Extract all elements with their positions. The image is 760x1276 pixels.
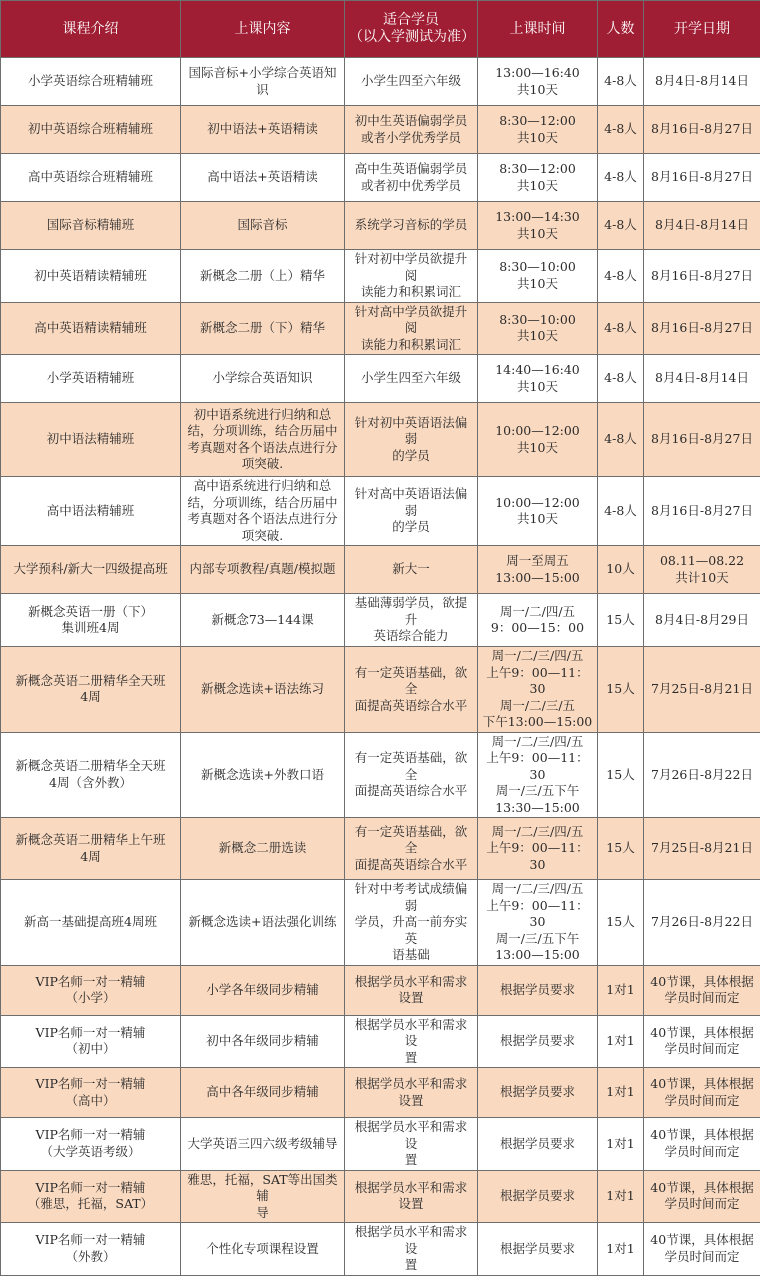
class-content: 内部专项教程/真题/模拟题: [181, 546, 345, 594]
table-row: [1, 818, 760, 880]
header-start-date: 开学日期: [644, 1, 760, 58]
course-name: 新概念英语二册精华全天班 4周（含外教）: [1, 732, 181, 818]
table-row: [1, 302, 760, 355]
class-time: 周一/二/三/四/五 上午9：00—11：30: [478, 818, 598, 880]
class-content: 新概念选读+语法强化训练: [181, 880, 345, 966]
class-time: 10:00—12:00 共10天: [478, 477, 598, 546]
header-row: [1, 1, 760, 58]
class-content: 高中语法+英语精读: [181, 154, 345, 202]
class-time: 13:00—14:30 共10天: [478, 202, 598, 250]
table-row: [1, 732, 760, 818]
table-row: [1, 106, 760, 154]
class-content: 高中语系统进行归纳和总 结，分项训练，结合历届中 考真题对各个语法点进行分 项突破.: [181, 477, 345, 546]
class-size: 1对1: [598, 1068, 644, 1118]
header-students: 适合学员 （以入学测试为准）: [345, 1, 478, 58]
start-date: 8月16日-8月27日: [644, 154, 760, 202]
start-date: 40节课，具体根据 学员时间而定: [644, 965, 760, 1015]
class-time: 周一至周五 13:00—15:00: [478, 546, 598, 594]
class-time: 8:30—12:00 共10天: [478, 154, 598, 202]
start-date: 40节课，具体根据 学员时间而定: [644, 1223, 760, 1276]
course-name: 小学英语综合班精辅班: [1, 58, 181, 106]
table-row: [1, 594, 760, 647]
course-name: 小学英语精辅班: [1, 355, 181, 403]
class-time: 根据学员要求: [478, 1170, 598, 1223]
target-students: 小学生四至六年级: [345, 355, 478, 403]
start-date: 8月4日-8月29日: [644, 594, 760, 647]
class-content: 高中各年级同步精辅: [181, 1068, 345, 1118]
target-students: 根据学员水平和需求设 置: [345, 1223, 478, 1276]
table-row: [1, 1170, 760, 1223]
course-name: VIP名师一对一精辅 （小学）: [1, 965, 181, 1015]
target-students: 有一定英语基础，欲全 面提高英语综合水平: [345, 647, 478, 733]
class-size: 1对1: [598, 1118, 644, 1171]
course-name: VIP名师一对一精辅 （高中）: [1, 1068, 181, 1118]
start-date: 40节课，具体根据 学员时间而定: [644, 1118, 760, 1171]
class-time: 14:40—16:40 共10天: [478, 355, 598, 403]
class-time: 周一/二/三/四/五 上午9：00—11：30 周一/三/五下午 13:30—15:00: [478, 732, 598, 818]
header-time: 上课时间: [478, 1, 598, 58]
course-name: 高中英语精读精辅班: [1, 302, 181, 355]
class-size: 15人: [598, 647, 644, 733]
table-row: [1, 477, 760, 546]
class-size: 4-8人: [598, 302, 644, 355]
start-date: 8月16日-8月27日: [644, 477, 760, 546]
course-name: 新概念英语二册精华全天班 4周: [1, 647, 181, 733]
course-name: 初中英语精读精辅班: [1, 250, 181, 303]
course-name: VIP名师一对一精辅 （外教）: [1, 1223, 181, 1276]
start-date: 7月26日-8月22日: [644, 880, 760, 966]
target-students: 根据学员水平和需求设置: [345, 965, 478, 1015]
table-row: [1, 647, 760, 733]
course-name: VIP名师一对一精辅 （大学英语考级）: [1, 1118, 181, 1171]
table-row: [1, 403, 760, 477]
class-size: 15人: [598, 818, 644, 880]
class-content: 个性化专项课程设置: [181, 1223, 345, 1276]
class-content: 初中语法+英语精读: [181, 106, 345, 154]
target-students: 根据学员水平和需求设 置: [345, 1118, 478, 1171]
class-size: 1对1: [598, 1170, 644, 1223]
class-time: 根据学员要求: [478, 1015, 598, 1068]
class-size: 15人: [598, 594, 644, 647]
target-students: 针对高中英语语法偏弱 的学员: [345, 477, 478, 546]
start-date: 8月16日-8月27日: [644, 250, 760, 303]
start-date: 08.11—08.22 共计10天: [644, 546, 760, 594]
target-students: 针对高中学员欲提升阅 读能力和积累词汇: [345, 302, 478, 355]
class-size: 4-8人: [598, 403, 644, 477]
class-content: 新概念二册（下）精华: [181, 302, 345, 355]
start-date: 8月4日-8月14日: [644, 58, 760, 106]
class-time: 周一/二/三/四/五 上午9：00—11：30 周一/二/三/五 下午13:00—15:00: [478, 647, 598, 733]
class-size: 1对1: [598, 1015, 644, 1068]
table-row: [1, 1015, 760, 1068]
start-date: 7月25日-8月21日: [644, 647, 760, 733]
header-size: 人数: [598, 1, 644, 58]
class-content: 国际音标: [181, 202, 345, 250]
class-content: 大学英语三四六级考级辅导: [181, 1118, 345, 1171]
target-students: 根据学员水平和需求设 置: [345, 1015, 478, 1068]
table-row: [1, 250, 760, 303]
class-time: 根据学员要求: [478, 965, 598, 1015]
course-name: 高中语法精辅班: [1, 477, 181, 546]
table-row: [1, 1223, 760, 1276]
course-name: 新高一基础提高班4周班: [1, 880, 181, 966]
start-date: 7月26日-8月22日: [644, 732, 760, 818]
class-content: 新概念选读+语法练习: [181, 647, 345, 733]
class-content: 小学各年级同步精辅: [181, 965, 345, 1015]
course-name: 初中英语综合班精辅班: [1, 106, 181, 154]
class-content: 新概念73—144课: [181, 594, 345, 647]
start-date: 7月25日-8月21日: [644, 818, 760, 880]
table-row: [1, 1118, 760, 1171]
start-date: 8月4日-8月14日: [644, 202, 760, 250]
target-students: 根据学员水平和需求设置: [345, 1170, 478, 1223]
class-size: 1对1: [598, 1223, 644, 1276]
class-time: 根据学员要求: [478, 1118, 598, 1171]
class-time: 周一/二/三/四/五 上午9：00—11：30 周一/三/五下午 13:00—15:00: [478, 880, 598, 966]
table-row: [1, 880, 760, 966]
table-row: [1, 965, 760, 1015]
target-students: 有一定英语基础，欲全 面提高英语综合水平: [345, 818, 478, 880]
class-size: 15人: [598, 880, 644, 966]
course-name: 大学预科/新大一四级提高班: [1, 546, 181, 594]
course-name: 高中英语综合班精辅班: [1, 154, 181, 202]
class-size: 4-8人: [598, 250, 644, 303]
start-date: 40节课，具体根据 学员时间而定: [644, 1015, 760, 1068]
target-students: 有一定英语基础，欲全 面提高英语综合水平: [345, 732, 478, 818]
header-course: 课程介绍: [1, 1, 181, 58]
start-date: 8月16日-8月27日: [644, 403, 760, 477]
target-students: 基础薄弱学员，欲提升 英语综合能力: [345, 594, 478, 647]
class-size: 4-8人: [598, 58, 644, 106]
target-students: 针对初中学员欲提升阅 读能力和积累词汇: [345, 250, 478, 303]
target-students: 针对中考考试成绩偏弱 学员，升高一前夯实英 语基础: [345, 880, 478, 966]
course-name: VIP名师一对一精辅 （初中）: [1, 1015, 181, 1068]
class-content: 小学综合英语知识: [181, 355, 345, 403]
header-content: 上课内容: [181, 1, 345, 58]
class-size: 4-8人: [598, 477, 644, 546]
start-date: 40节课，具体根据 学员时间而定: [644, 1170, 760, 1223]
table-row: [1, 355, 760, 403]
target-students: 新大一: [345, 546, 478, 594]
target-students: 系统学习音标的学员: [345, 202, 478, 250]
start-date: 8月16日-8月27日: [644, 302, 760, 355]
table-body: [1, 58, 760, 1276]
course-name: 初中语法精辅班: [1, 403, 181, 477]
class-content: 雅思，托福，SAT等出国类辅 导: [181, 1170, 345, 1223]
class-size: 10人: [598, 546, 644, 594]
class-time: 周一/二/四/五 9：00—15：00: [478, 594, 598, 647]
class-time: 8:30—10:00 共10天: [478, 302, 598, 355]
class-time: 10:00—12:00 共10天: [478, 403, 598, 477]
table-row: [1, 58, 760, 106]
target-students: 针对初中英语语法偏弱 的学员: [345, 403, 478, 477]
class-size: 4-8人: [598, 355, 644, 403]
class-size: 4-8人: [598, 154, 644, 202]
table-row: [1, 546, 760, 594]
class-size: 1对1: [598, 965, 644, 1015]
table-row: [1, 202, 760, 250]
start-date: 8月16日-8月27日: [644, 106, 760, 154]
course-name: 新概念英语一册（下） 集训班4周: [1, 594, 181, 647]
course-name: VIP名师一对一精辅 （雅思，托福，SAT）: [1, 1170, 181, 1223]
class-time: 8:30—10:00 共10天: [478, 250, 598, 303]
class-time: 根据学员要求: [478, 1223, 598, 1276]
class-size: 4-8人: [598, 106, 644, 154]
table-row: [1, 154, 760, 202]
class-content: 国际音标+小学综合英语知识: [181, 58, 345, 106]
class-time: 13:00—16:40 共10天: [478, 58, 598, 106]
class-content: 初中语系统进行归纳和总 结，分项训练，结合历届中 考真题对各个语法点进行分 项突破.: [181, 403, 345, 477]
class-time: 8:30—12:00 共10天: [478, 106, 598, 154]
class-time: 根据学员要求: [478, 1068, 598, 1118]
target-students: 初中生英语偏弱学员 或者小学优秀学员: [345, 106, 478, 154]
target-students: 根据学员水平和需求设置: [345, 1068, 478, 1118]
target-students: 高中生英语偏弱学员 或者初中优秀学员: [345, 154, 478, 202]
class-size: 4-8人: [598, 202, 644, 250]
start-date: 8月4日-8月14日: [644, 355, 760, 403]
course-name: 国际音标精辅班: [1, 202, 181, 250]
course-name: 新概念英语二册精华上午班 4周: [1, 818, 181, 880]
target-students: 小学生四至六年级: [345, 58, 478, 106]
class-size: 15人: [598, 732, 644, 818]
class-content: 新概念二册（上）精华: [181, 250, 345, 303]
class-content: 初中各年级同步精辅: [181, 1015, 345, 1068]
start-date: 40节课，具体根据 学员时间而定: [644, 1068, 760, 1118]
class-content: 新概念选读+外教口语: [181, 732, 345, 818]
table-row: [1, 1068, 760, 1118]
class-content: 新概念二册选读: [181, 818, 345, 880]
